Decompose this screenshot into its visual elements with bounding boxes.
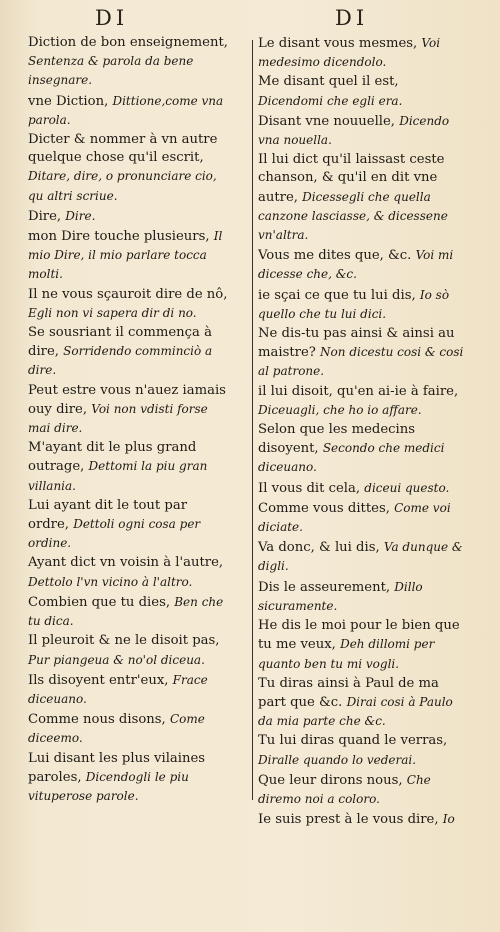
dictionary-entry: [28, 207, 228, 226]
italian-translation: Secondo che medici diceuano.: [258, 441, 445, 475]
french-phrase: Lui ayant dit le tout par ordre,: [28, 497, 188, 533]
dictionary-entry: [28, 593, 228, 631]
column-divider: [252, 40, 253, 800]
italian-translation: Che diremo noi a coloro.: [258, 772, 431, 806]
dictionary-entry: [258, 246, 464, 284]
french-phrase: Se sousriant il commença à dire,: [28, 325, 212, 360]
dictionary-entry: [28, 710, 228, 748]
french-phrase: Combien que tu dies,: [28, 594, 171, 610]
french-phrase: Tu lui diras quand le verras,: [258, 733, 448, 749]
italian-translation: Pur piangeua & no'ol diceua.: [28, 652, 205, 667]
dictionary-entry: [258, 675, 464, 732]
french-phrase: Vous me dites que, &c.: [258, 248, 412, 264]
running-head-left: DI: [95, 6, 129, 30]
dictionary-entry: [258, 112, 464, 150]
italian-translation: Dirai cosi à Paulo da mia parte che &c.: [258, 694, 453, 729]
dictionary-entry: [28, 439, 228, 496]
italian-translation: Come diceemo.: [28, 712, 205, 746]
italian-translation: Dillo sicuramente.: [258, 579, 423, 613]
french-phrase: Comme vous dittes,: [258, 500, 390, 516]
french-phrase: Comme nous disons,: [28, 712, 166, 728]
french-phrase: Diction de bon enseignement,: [28, 35, 228, 50]
french-phrase: Dire,: [28, 208, 62, 224]
italian-translation: Diceuagli, che ho io affare.: [258, 402, 422, 417]
dictionary-entry: [28, 227, 228, 285]
italian-translation: Voi mi dicesse che, &c.: [258, 248, 454, 282]
italian-translation: Sentenza & parola da bene insegnare.: [28, 54, 194, 88]
french-phrase: ie sçai ce que tu lui dis,: [258, 287, 416, 303]
dictionary-entry: [258, 151, 464, 245]
dictionary-entry: [258, 286, 464, 324]
french-phrase: Lui disant les plus vilaines paroles,: [28, 750, 206, 785]
italian-translation: Frace diceuano.: [28, 672, 208, 706]
dictionary-entry: [28, 750, 228, 807]
dictionary-entry: [258, 578, 464, 616]
dictionary-entry: [28, 286, 228, 323]
dictionary-entry: [258, 34, 464, 72]
italian-translation: Come voi diciate.: [258, 500, 451, 535]
french-phrase: Que leur dirons nous,: [258, 772, 403, 788]
italian-translation: Dittione,come vna parola.: [28, 93, 224, 127]
dictionary-entry: [28, 92, 228, 130]
french-phrase: mon Dire touche plusieurs,: [28, 229, 210, 245]
italian-translation: Dicendomi che egli era.: [258, 93, 403, 108]
italian-translation: Voi medesimo dicendolo.: [258, 36, 441, 70]
dictionary-entry: [258, 617, 464, 674]
french-phrase: Dis le asseurement,: [258, 579, 391, 595]
french-phrase: Il vous dit cela,: [258, 480, 361, 496]
french-phrase: Va donc, & lui dis,: [258, 540, 380, 556]
french-phrase: Selon que les medecins disoyent,: [258, 422, 416, 457]
dictionary-entry: [258, 810, 464, 829]
french-phrase: Tu diras ainsi à Paul de ma part que &c.: [258, 675, 439, 710]
french-phrase: Il lui dict qu'il laissast ceste chanson, & qu'il en dit vne autre,: [258, 152, 445, 205]
italian-translation: Dicendo vna nouella.: [258, 113, 450, 148]
french-phrase: Dicter & nommer à vn autre quelque chose qu'il escrit,: [28, 132, 218, 166]
italian-translation: Dettomi la piu gran villania.: [28, 459, 208, 493]
french-phrase: M'ayant dit le plus grand outrage,: [28, 440, 197, 475]
french-phrase: Le disant vous mesmes,: [258, 36, 418, 51]
left-column: [28, 34, 228, 807]
italian-translation: Dire.: [65, 208, 96, 223]
italian-translation: Dettolo l'vn vicino à l'altro.: [28, 574, 193, 589]
dictionary-entry: [28, 34, 228, 91]
dictionary-entry: [28, 131, 228, 206]
italian-translation: Ditare, dire, o pronunciare cio, qu altri scriue.: [28, 169, 217, 203]
dictionary-entry: [28, 671, 228, 709]
dictionary-entry: [258, 325, 464, 382]
french-phrase: Ayant dict vn voisin à l'autre,: [28, 555, 224, 571]
italian-translation: Non dicestu cosi & cosi al patrone.: [258, 345, 464, 379]
dictionary-entry: [258, 421, 464, 478]
italian-translation: diceui questo.: [364, 480, 450, 495]
french-phrase: vne Diction,: [28, 93, 109, 109]
french-phrase: il lui disoit, qu'en ai-ie à faire,: [258, 383, 459, 399]
dictionary-entry: [28, 632, 228, 669]
italian-translation: Voi non vdisti forse mai dire.: [28, 401, 208, 436]
italian-translation: Io: [442, 812, 455, 827]
italian-translation: Egli non vi sapera dir di no.: [28, 305, 197, 320]
italian-translation: Dettoli ogni cosa per ordine.: [28, 517, 201, 551]
italian-translation: Dicendogli le piu vituperose parole.: [28, 769, 189, 803]
french-phrase: Me disant quel il est,: [258, 74, 399, 90]
dictionary-entry: [258, 732, 464, 769]
dictionary-entry: [258, 73, 464, 110]
dictionary-entry: [28, 554, 228, 591]
right-column: [258, 34, 464, 830]
dictionary-entry: [258, 771, 464, 809]
dictionary-entry: [28, 324, 228, 381]
french-phrase: Peut estre vous n'auez iamais ouy dire,: [28, 382, 226, 417]
running-head: [0, 6, 500, 36]
dictionary-entry: [28, 382, 228, 439]
french-phrase: Il pleuroit & ne le disoit pas,: [28, 633, 220, 649]
french-phrase: Il ne vous sçauroit dire de nô,: [28, 286, 228, 302]
french-phrase: Ne dis-tu pas ainsi & ainsi au maistre?: [258, 326, 455, 361]
french-phrase: Disant vne nouuelle,: [258, 113, 396, 129]
french-phrase: Ie suis prest à le vous dire,: [258, 812, 439, 828]
italian-translation: Deh dillomi per quanto ben tu mi vogli.: [258, 637, 435, 671]
italian-translation: Diralle quando lo vederai.: [258, 752, 417, 767]
italian-translation: Io sò quello che tu lui dici.: [258, 287, 450, 321]
french-phrase: He dis le moi pour le bien que tu me veux,: [258, 618, 460, 653]
dictionary-entry: [258, 538, 464, 576]
dictionary-entry: [258, 383, 464, 420]
french-phrase: Ils disoyent entr'eux,: [28, 672, 169, 688]
italian-translation: Sorridendo comminciò a dire.: [28, 344, 213, 378]
dictionary-entry: [258, 499, 464, 537]
italian-translation: Dicessegli che quella canzone lasciasse, & dicessene vn'altra.: [258, 189, 448, 243]
dictionary-entry: [258, 479, 464, 498]
italian-translation: Va dunque & digli.: [258, 540, 463, 574]
italian-translation: Ben che tu dica.: [28, 594, 224, 629]
italian-translation: Il mio Dire, il mio parlare tocca molti.: [28, 229, 223, 282]
running-head-right: DI: [335, 6, 369, 30]
dictionary-entry: [28, 497, 228, 554]
